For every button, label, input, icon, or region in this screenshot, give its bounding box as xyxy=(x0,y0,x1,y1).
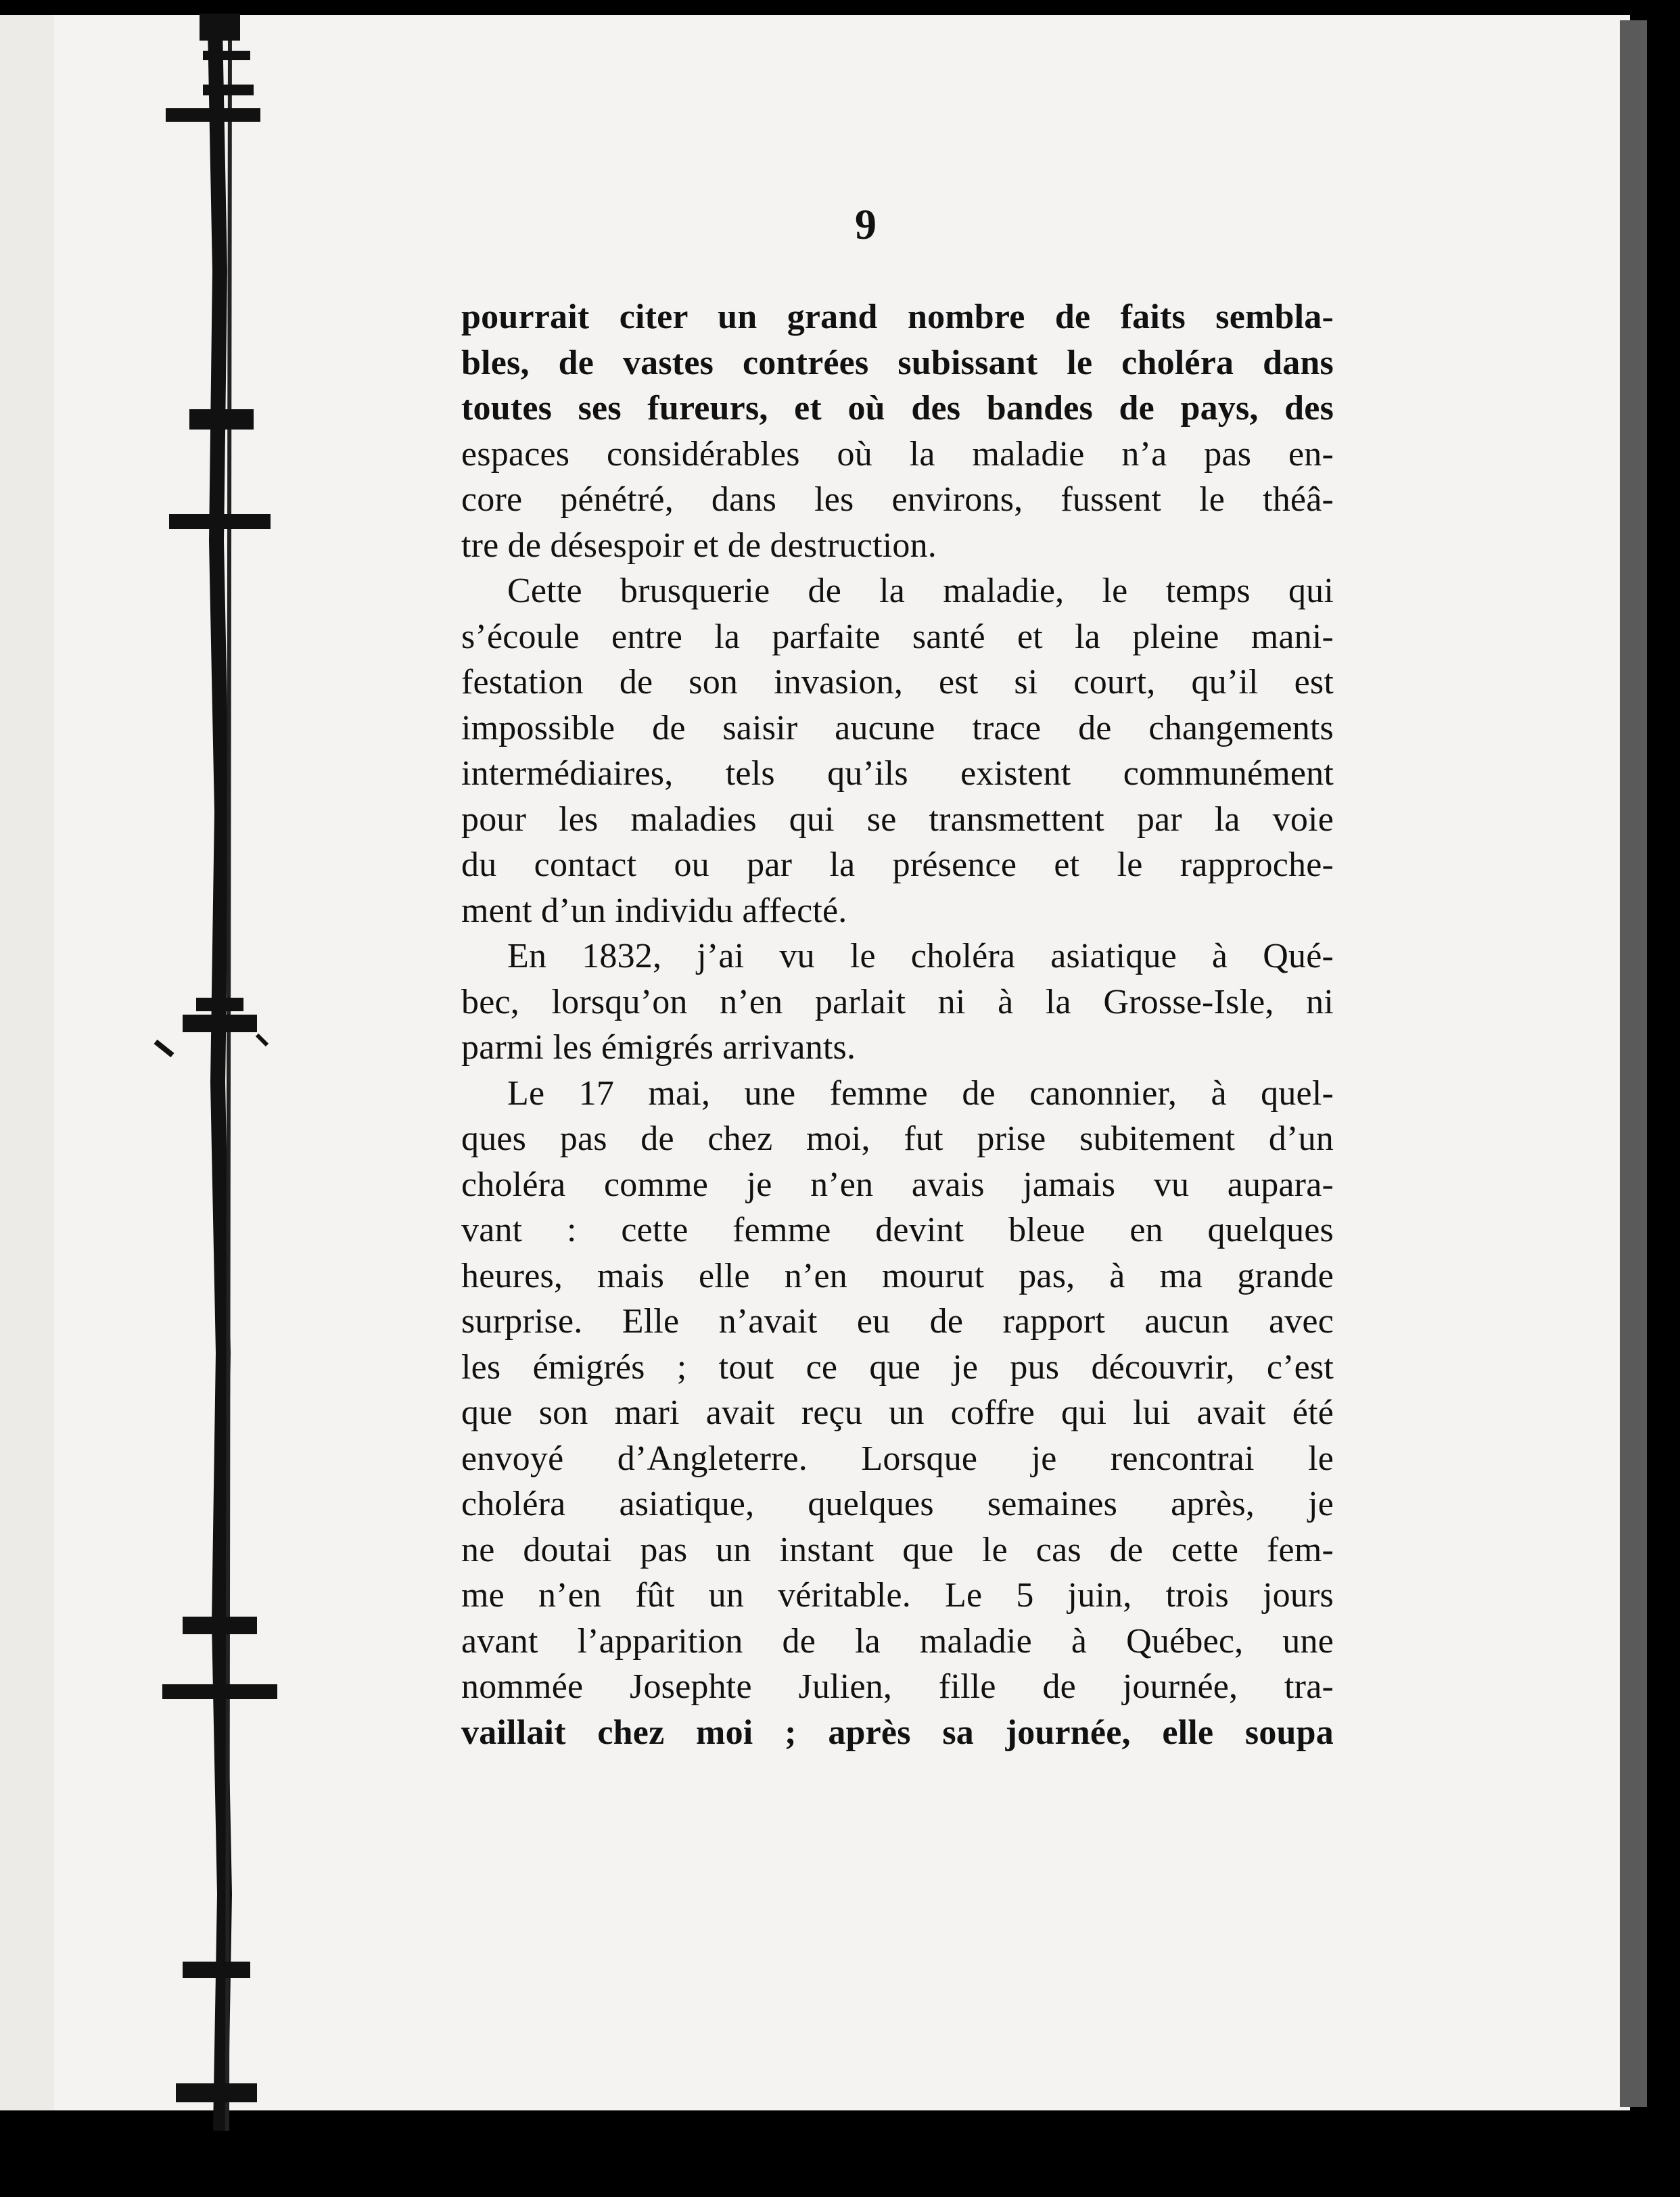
text-line: intermédiaires, tels qu’ils existent communément xyxy=(461,754,1334,793)
text-line: vant : cette femme devint bleue en quelques xyxy=(461,1211,1334,1249)
text-line: pour les maladies qui se transmettent par la voie xyxy=(461,800,1334,839)
text-line: choléra comme je n’en avais jamais vu aupara- xyxy=(461,1165,1334,1204)
text-line: bles, de vastes contrées subissant le choléra dans xyxy=(461,343,1334,382)
text-line: s’écoule entre la parfaite santé et la pleine mani- xyxy=(461,617,1334,656)
text-line: me n’en fût un véritable. Le 5 juin, trois jours xyxy=(461,1576,1334,1615)
text-line: impossible de saisir aucune trace de changements xyxy=(461,708,1334,747)
text-line: pourrait citer un grand nombre de faits sembla- xyxy=(461,298,1334,336)
text-line: ment d’un individu affecté. xyxy=(461,891,847,930)
text-line: envoyé d’Angleterre. Lorsque je rencontrai le xyxy=(461,1439,1334,1478)
text-line: toutes ses fureurs, et où des bandes de pays, des xyxy=(461,389,1334,427)
text-line: Cette brusquerie de la maladie, le temps qui xyxy=(507,572,1334,610)
stitched-binding xyxy=(0,0,311,2197)
text-line: ques pas de chez moi, fut prise subitement d’un xyxy=(461,1119,1334,1158)
text-line: En 1832, j’ai vu le choléra asiatique à Qué- xyxy=(507,937,1334,975)
text-line: tre de désespoir et de destruction. xyxy=(461,526,937,565)
page-number: 9 xyxy=(855,200,877,248)
text-line: festation de son invasion, est si court, qu’il est xyxy=(461,663,1334,701)
text-line: avant l’apparition de la maladie à Québec, une xyxy=(461,1621,1334,1661)
text-line: les émigrés ; tout ce que je pus découvrir, c’est xyxy=(461,1347,1334,1387)
text-line: que son mari avait reçu un coffre qui lui avait été xyxy=(461,1393,1334,1432)
text-line: surprise. Elle n’avait eu de rapport aucun avec xyxy=(461,1302,1334,1341)
text-line: ne doutai pas un instant que le cas de cette fem- xyxy=(461,1530,1334,1569)
text-line: choléra asiatique, quelques semaines après, je xyxy=(461,1485,1334,1523)
text-line: heures, mais elle n’en mourut pas, à ma grande xyxy=(461,1256,1334,1295)
text-line: vaillait chez moi ; après sa journée, elle soupa xyxy=(461,1713,1334,1752)
text-line: parmi les émigrés arrivants. xyxy=(461,1028,856,1067)
text-line: du contact ou par la présence et le rapproche- xyxy=(461,846,1334,884)
page-edge-shadow xyxy=(1620,20,1647,2107)
text-line: bec, lorsqu’on n’en parlait ni à la Grosse-Isle, ni xyxy=(461,982,1334,1021)
body-text xyxy=(461,294,1334,1755)
text-line: core pénétré, dans les environs, fussent le théâ- xyxy=(461,480,1334,519)
text-line: espaces considérables où la maladie n’a pas en- xyxy=(461,434,1334,473)
text-line: Le 17 mai, une femme de canonnier, à quel- xyxy=(507,1073,1334,1113)
text-line: nommée Josephte Julien, fille de journée, tra- xyxy=(461,1667,1334,1706)
